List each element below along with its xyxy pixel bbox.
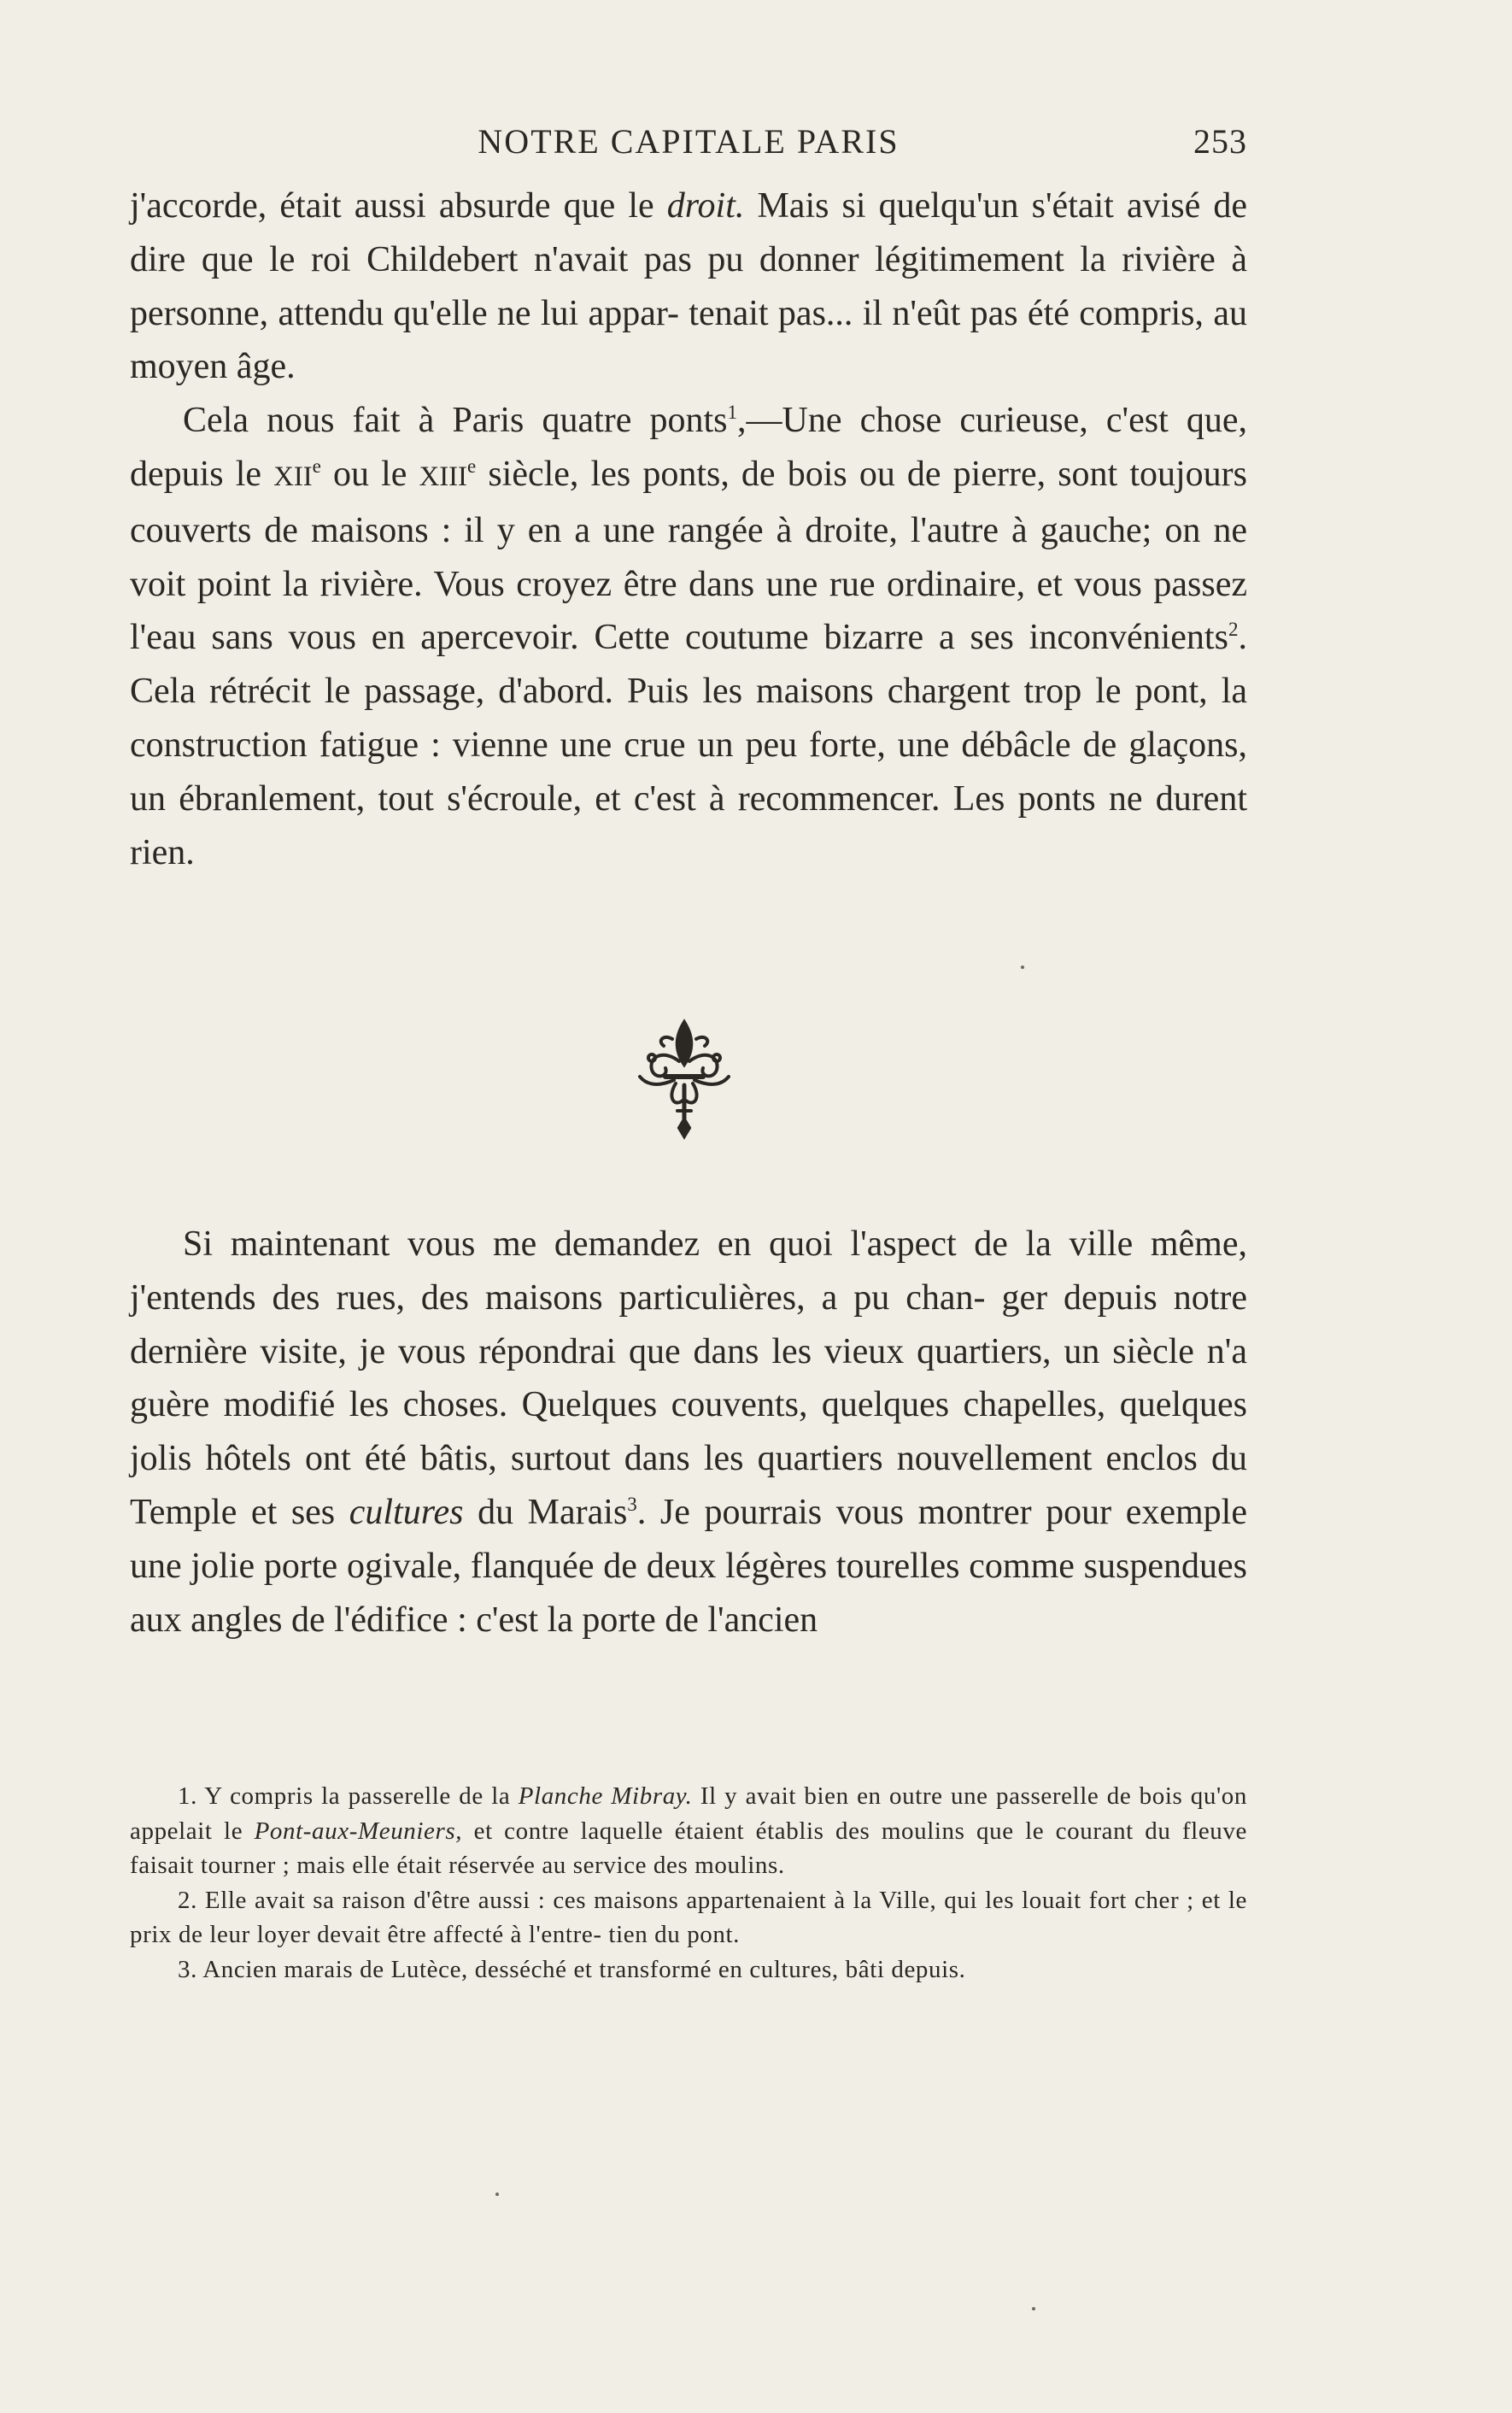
text-segment: Cela nous fait à Paris quatre ponts [183, 401, 728, 441]
text-segment: ou le [320, 454, 419, 494]
century-numeral: XII [273, 461, 313, 492]
paragraph-1 [130, 179, 1247, 394]
text-segment: . Cela rétrécit le passage, d'abord. Puis les maisons chargent trop le pont, la construction fatigue : vienne une crue un peu forte, une débâcle de glaçons, un ébranlement, tout s'écroule, et c'est à recommencer. Les ponts ne durent rien. [130, 618, 1247, 872]
text-segment: Mais si quelqu'un s'était avisé de dire que le roi Childebert n'avait pas pu donner légitimement la rivière à personne, attendu qu'elle ne lui appar- tenait pas... il n'eût pas été compris, au moyen âge. [130, 186, 1247, 387]
footnotes [130, 1779, 1247, 1987]
footnote-ref: 3 [627, 1492, 637, 1515]
text-segment: ,—Une chose curieuse, c'est que, depuis le [130, 401, 1247, 494]
ordinal-suffix: e [312, 454, 321, 477]
text-segment: Il y avait bien en outre une passerelle de bois qu'on appelait le [130, 1782, 1247, 1845]
ordinal-suffix: e [466, 454, 477, 477]
text-segment: j'accorde, était aussi absurde que le [130, 186, 667, 226]
running-head [130, 121, 1247, 164]
text-segment: siècle, les ponts, de bois ou de pierre, sont toujours couverts de maisons : il y en a une rangée à droite, l'autre à gauche; on ne voit point la rivière. Vous croyez être dans une rue ordinaire, et vous passez l'eau sans vous en apercevoir. Cette coutume bizarre a ses inconvénients [130, 454, 1248, 658]
text-segment: 1. Y compris la passerelle de la [178, 1782, 519, 1810]
paragraph-2 [130, 394, 1247, 879]
footnote-2: 2. Elle avait sa raison d'être aussi : ces maisons appartenaient à la Ville, qui les louait fort cher ; et le prix de leur loyer devait être affecté à l'entre- tien du pont. [130, 1886, 1247, 1948]
running-title: NOTRE CAPITALE PARIS [478, 122, 900, 161]
paragraph-3 [130, 1218, 1247, 1647]
print-speck [1021, 966, 1024, 969]
body-text-lower [130, 1218, 1247, 1647]
footnote-ref: 2 [1228, 618, 1239, 641]
footnote-1 [130, 1779, 1247, 1883]
body-text-upper [130, 179, 1247, 879]
print-speck [1032, 2307, 1035, 2310]
fleur-de-lis-ornament-icon [626, 1015, 742, 1145]
page-number: 253 [1193, 122, 1247, 161]
century-numeral: XIII [419, 461, 467, 492]
italic-text: Pont-aux-Meuniers, [254, 1817, 463, 1845]
text-segment: Si maintenant vous me demandez en quoi l'aspect de la ville même, j'entends des rues, des maisons particulières, a pu chan- ger depuis notre dernière visite, je vous répondrai que dans les vieux quartiers, un siècle n'a guère modifié les choses. Quelques couvents, quelques chapelles, quelques jolis hôtels ont été bâtis, surtout dans les quartiers nouvellement enclos du Temple et ses [130, 1224, 1247, 1532]
italic-text: Planche Mibray. [518, 1782, 693, 1810]
text-segment: . Je pourrais vous montrer pour exemple une jolie porte ogivale, flanquée de deux légères tourelles comme suspendues aux angles de l'édifice : c'est la porte de l'ancien [130, 1492, 1247, 1640]
footnote-3: 3. Ancien marais de Lutèce, desséché et transformé en cultures, bâti depuis. [178, 1955, 966, 1983]
italic-text: droit. [666, 186, 745, 226]
footnote-ref: 1 [727, 401, 738, 424]
italic-text: cultures [349, 1492, 464, 1532]
print-speck [495, 2193, 499, 2196]
text-segment: et contre laquelle étaient établis des moulins que le courant du fleuve faisait tourner ; mais elle était réservée au service des moulins. [130, 1817, 1247, 1879]
text-segment: du Marais [463, 1492, 628, 1532]
